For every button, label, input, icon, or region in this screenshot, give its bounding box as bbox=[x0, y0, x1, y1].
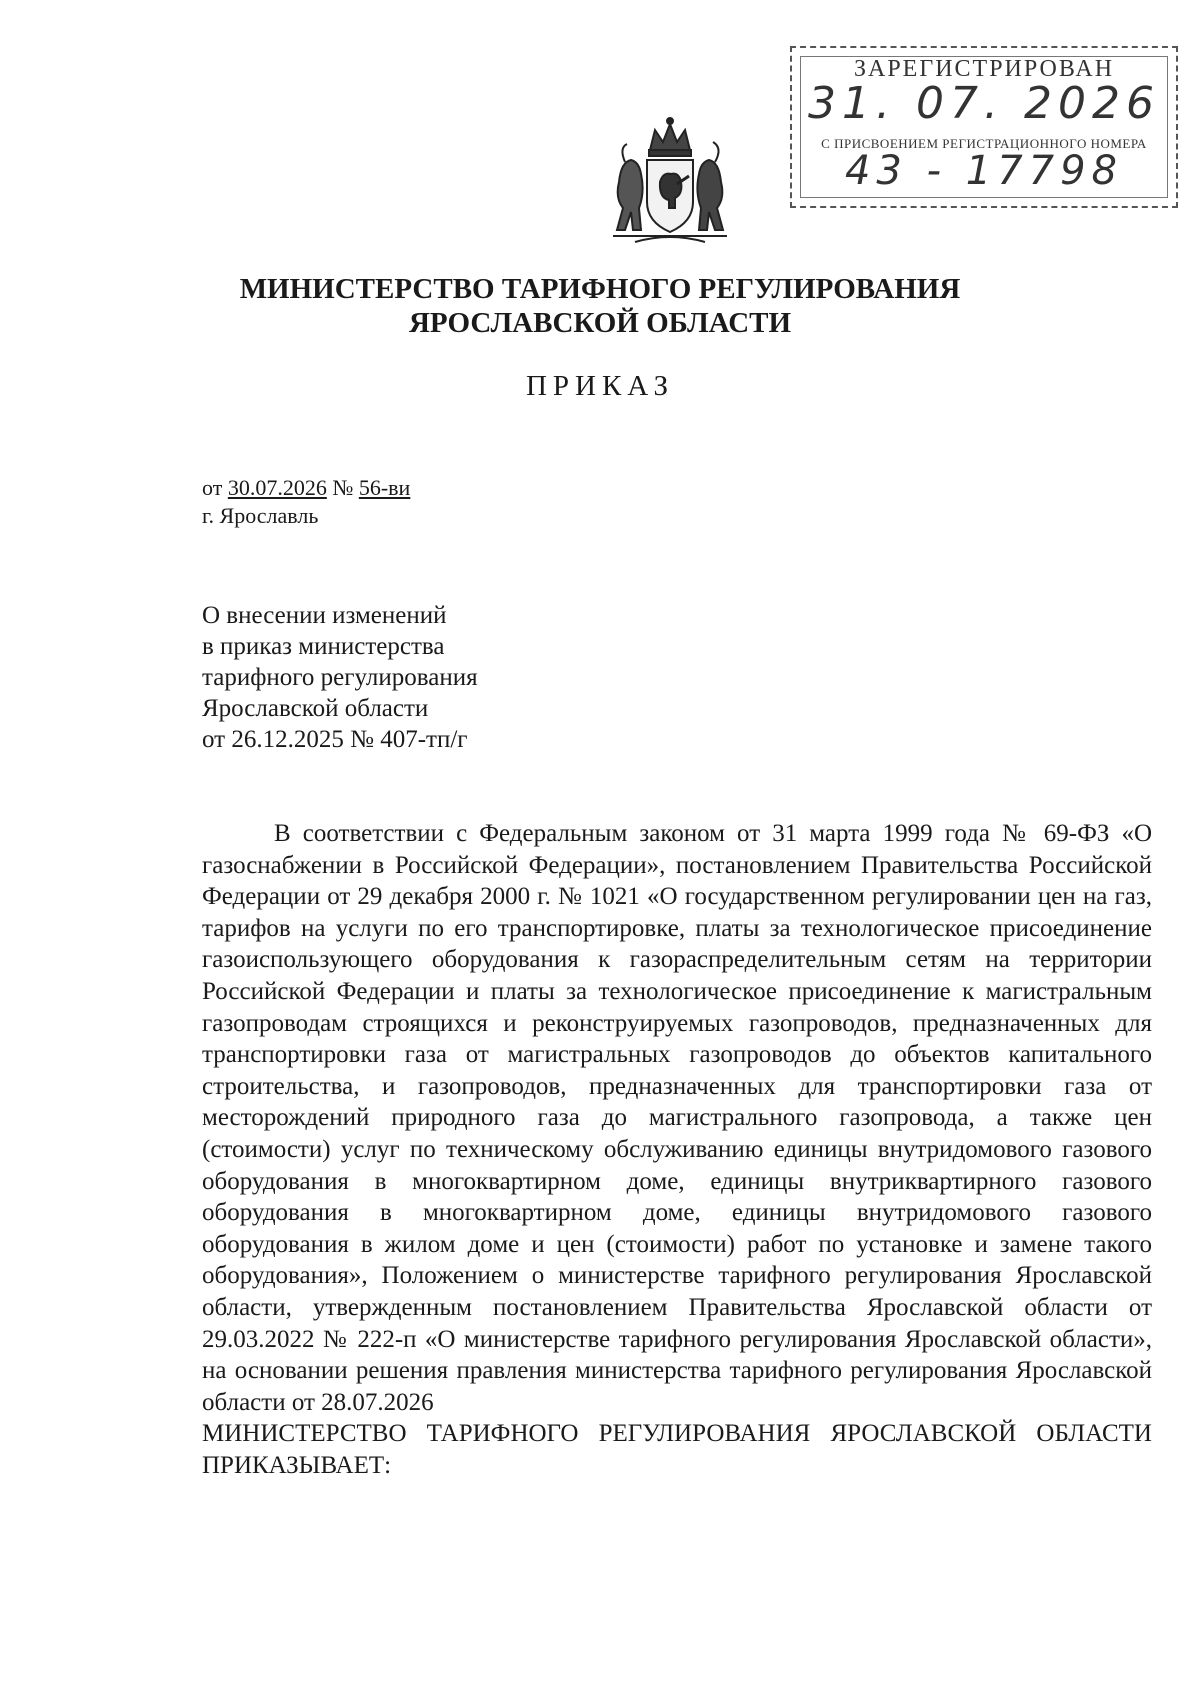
ministry-line-1: МИНИСТЕРСТВО ТАРИФНОГО РЕГУЛИРОВАНИЯ bbox=[239, 273, 961, 305]
coat-of-arms-icon bbox=[605, 112, 735, 247]
city: г. Ярославль bbox=[202, 503, 319, 528]
subject-line-2: в приказ министерства bbox=[202, 633, 445, 660]
order-number: 56-ви bbox=[358, 475, 411, 500]
stamp-caption: С ПРИСВОЕНИЕМ РЕГИСТРАЦИОННОГО НОМЕРА bbox=[821, 136, 1147, 151]
registration-stamp bbox=[790, 46, 1178, 208]
subject-line-4: Ярославской области bbox=[202, 695, 429, 722]
ministry-line-2: ЯРОСЛАВСКОЙ ОБЛАСТИ bbox=[408, 307, 792, 339]
preamble-paragraph: В соответствии с Федеральным законом от 31 марта 1999 года № 69-ФЗ «О газоснабжении в Российской Федерации», постановлением Правительства Российской Федерации от 29 декабря 2000 г. № 1021 «О государственном регулировании цен на газ, тарифов на услуги по его транспортировке, платы за технологическое присоединение газоиспользующего оборудования к газораспределительным сетям на территории Российской Федерации и платы за технологическое присоединение к магистральным газопроводам строящихся и реконструируемых газопроводов, предназначенных для транспортировки газа от магистральных газопроводов до объектов капитального строительства, и газопроводов, предназначенных для транспортировки газа от месторождений природного газа до магистрального газопровода, а также цен (стоимости) услуг по техническому обслуживанию единицы внутридомового газового оборудования в многоквартирном доме, единицы внутриквартирного газового оборудования в многоквартирном доме, единицы внутридомового газового оборудования в жилом доме и цен (стоимости) работ по установке и замене такого оборудования», Положением о министерстве тарифного регулирования Ярославской области, утвержденным постановлением Правительства Ярославской области от 29.03.2022 № 222-п «О министерстве тарифного регулирования Ярославской области», на основании решения правления министерства тарифного регулирования Ярославской области от 28.07.2026 bbox=[202, 820, 1152, 1416]
order-phrase: МИНИСТЕРСТВО ТАРИФНОГО РЕГУЛИРОВАНИЯ ЯРОСЛАВСКОЙ ОБЛАСТИ ПРИКАЗЫВАЕТ: bbox=[202, 1420, 1152, 1479]
order-date-number bbox=[202, 475, 410, 501]
number-label: № bbox=[332, 475, 354, 500]
stamp-date: 31. 07. 2026 bbox=[808, 78, 1160, 129]
order-date: 30.07.2026 bbox=[227, 475, 327, 500]
order-body bbox=[202, 818, 1152, 1481]
subject-line-1: О внесении изменений bbox=[202, 602, 447, 629]
subject-line-3: тарифного регулирования bbox=[202, 664, 478, 691]
order-subject bbox=[202, 600, 478, 755]
stamp-registration-number: 43 - 17798 bbox=[844, 148, 1123, 194]
from-label: от bbox=[202, 475, 223, 500]
subject-line-5: от 26.12.2025 № 407-тп/г bbox=[202, 726, 468, 753]
ministry-header bbox=[0, 272, 1200, 340]
stamp-title: ЗАРЕГИСТРИРОВАН bbox=[853, 56, 1115, 82]
document-type-title: ПРИКАЗ bbox=[525, 370, 675, 402]
